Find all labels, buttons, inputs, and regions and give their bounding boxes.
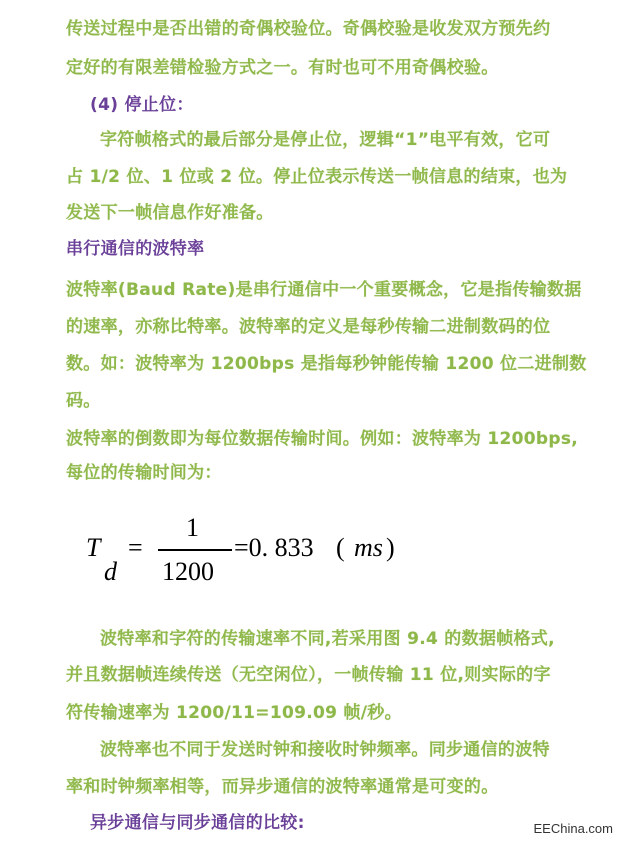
formula-unit: ms — [354, 533, 383, 562]
watermark: EEChina.com — [533, 821, 613, 836]
formula-subscript: d — [104, 557, 117, 586]
text-line: 占 1/2 位、1 位或 2 位。停止位表示传送一帧信息的结束，也为 — [66, 167, 568, 187]
text-line: 并且数据帧连续传送（无空闲位），一帧传输 11 位,则实际的字 — [66, 665, 551, 685]
text-line: 波特率和字符的传输速率不同,若采用图 9.4 的数据帧格式, — [100, 629, 555, 649]
text-line: 的速率，亦称比特率。波特率的定义是每秒传输二进制数码的位 — [66, 317, 551, 337]
bit-time-formula — [84, 505, 504, 595]
text-line: 传送过程中是否出错的奇偶校验位。奇偶校验是收发双方预先约 — [66, 19, 551, 39]
section-heading-baud-rate: 串行通信的波特率 — [66, 239, 205, 259]
text-line: 波特率(Baud Rate)是串行通信中一个重要概念，它是指传输数据 — [66, 280, 582, 300]
fraction-bar — [158, 549, 232, 551]
formula-result: =0. 833 — [234, 533, 314, 562]
formula-denominator: 1200 — [162, 557, 214, 586]
text-line: 码。 — [66, 391, 101, 411]
text-line: 发送下一帧信息作好准备。 — [66, 203, 274, 223]
text-line: 数。如：波特率为 1200bps 是指每秒钟能传输 1200 位二进制数 — [66, 354, 587, 374]
formula-paren-close: ) — [386, 533, 395, 562]
text-line: 符传输速率为 1200/11=109.09 帧/秒。 — [66, 703, 402, 723]
text-line: 率和时钟频率相等，而异步通信的波特率通常是可变的。 — [66, 777, 499, 797]
section-heading-async-vs-sync: 异步通信与同步通信的比较: — [90, 813, 305, 833]
formula-numerator: 1 — [186, 513, 199, 542]
formula-equals: = — [128, 533, 143, 562]
text-line: 每位的传输时间为： — [66, 463, 222, 483]
formula-paren-open: ( — [336, 533, 345, 562]
text-line: 波特率也不同于发送时钟和接收时钟频率。同步通信的波特 — [100, 740, 550, 760]
text-line: 定好的有限差错检验方式之一。有时也可不用奇偶校验。 — [66, 58, 499, 78]
text-line: 波特率的倒数即为每位数据传输时间。例如：波特率为 1200bps, — [66, 429, 579, 449]
text-line: 字符帧格式的最后部分是停止位，逻辑“1”电平有效，它可 — [100, 130, 551, 150]
section-heading-stop-bit: (4) 停止位： — [90, 95, 194, 115]
formula-lhs: T — [86, 533, 101, 562]
